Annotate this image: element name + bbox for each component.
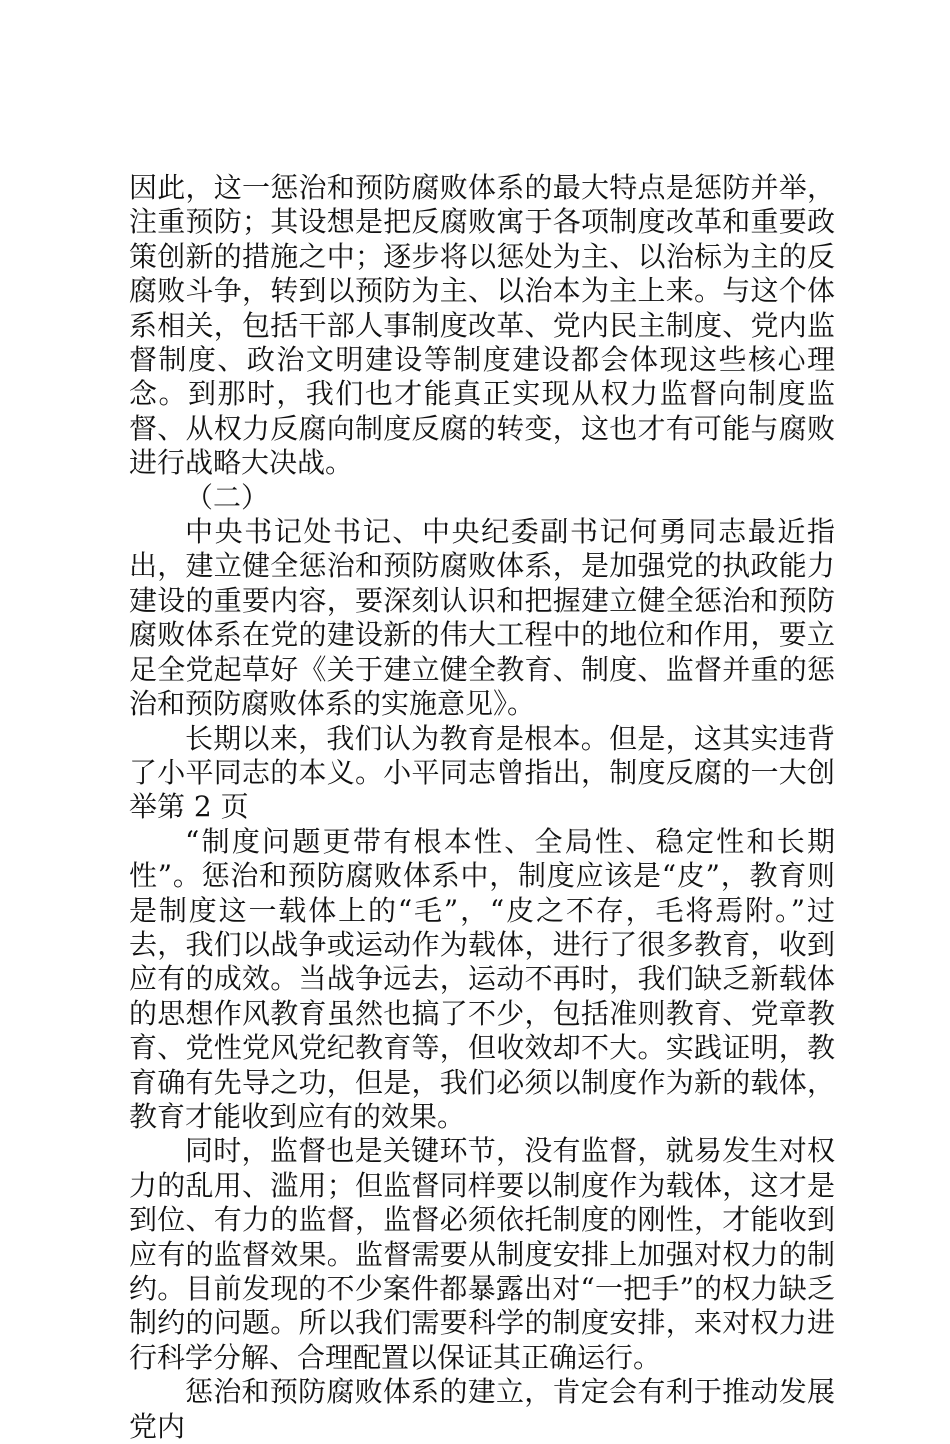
section-heading-2: （二）: [185, 480, 270, 514]
paragraph-6: 惩治和预防腐败体系的建立，肯定会有利于推动发展党内: [129, 1375, 835, 1443]
document-body: [129, 171, 835, 1444]
paragraph-4: “制度问题更带有根本性、全局性、稳定性和长期性”。惩治和预防腐败体系中，制度应该是“皮”，教育则是制度这一载体上的“毛”，“皮之不存，毛将焉附。”过去，我们以战争或运动作为载体，进行了很多教育，收到应有的成效。当战争远去，运动不再时，我们缺乏新载体的思想作风教育虽然也搞了不少，包括准则教育、党章教育、党性党风党纪教育等，但收效却不大。实践证明，教育确有先导之功，但是，我们必须以制度作为新的载体，教育才能收到应有的效果。: [129, 824, 835, 1133]
paragraph-2: 中央书记处书记、中央纪委副书记何勇同志最近指出，建立健全惩治和预防腐败体系，是加强党的执政能力建设的重要内容，要深刻认识和把握建立健全惩治和预防腐败体系在党的建设新的伟大工程中的地位和作用，要立足全党起草好《关于建立健全教育、制度、监督并重的惩治和预防腐败体系的实施意见》。: [129, 515, 835, 721]
paragraph-5: 同时，监督也是关键环节，没有监督，就易发生对权力的乱用、滥用；但监督同样要以制度作为载体，这才是到位、有力的监督，监督必须依托制度的刚性，才能收到应有的监督效果。监督需要从制度安排上加强对权力的制约。目前发现的不少案件都暴露出对“一把手”的权力缺乏制约的问题。所以我们需要科学的制度安排，来对权力进行科学分解、合理配置以保证其正确运行。: [129, 1134, 835, 1374]
paragraph-3: 长期以来，我们认为教育是根本。但是，这其实违背了小平同志的本义。小平同志曾指出，制度反腐的一大创举第 2 页: [129, 721, 835, 824]
paragraph-1: 因此，这一惩治和预防腐败体系的最大特点是惩防并举，注重预防；其设想是把反腐败寓于各项制度改革和重要政策创新的措施之中；逐步将以惩处为主、以治标为主的反腐败斗争，转到以预防为主、以治本为主上来。与这个体系相关，包括干部人事制度改革、党内民主制度、党内监督制度、政治文明建设等制度建设都会体现这些核心理念。到那时，我们也才能真正实现从权力监督向制度监督、从权力反腐向制度反腐的转变，这也才有可能与腐败进行战略大决战。: [129, 171, 835, 480]
